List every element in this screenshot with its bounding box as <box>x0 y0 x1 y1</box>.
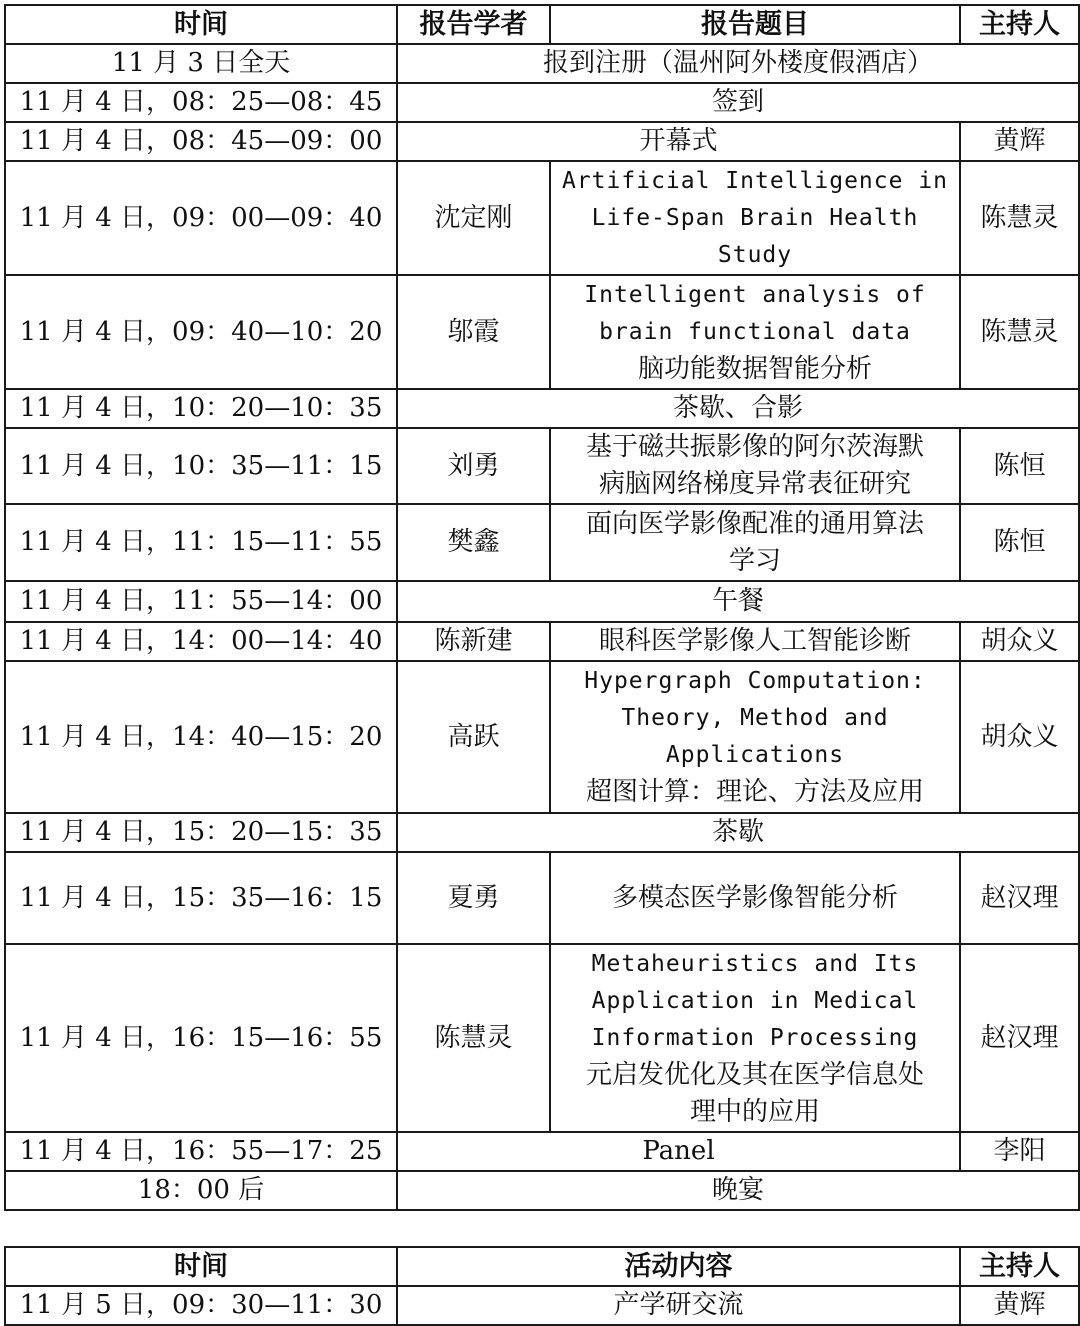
table-row <box>5 622 1079 661</box>
topic-line: Metaheuristics and Its <box>591 950 919 977</box>
row-time: 11 月 4 日，10：20—10：35 <box>5 389 397 428</box>
topic-line: brain functional data <box>599 318 911 345</box>
table-row <box>5 1171 1079 1210</box>
table-row <box>5 852 1079 944</box>
row-topic <box>550 275 960 389</box>
row-event: Panel <box>397 1132 960 1171</box>
topic-line: 理中的应用 <box>689 1096 820 1127</box>
row-activity: 产学研交流 <box>397 1286 960 1325</box>
topic-line: Information Processing <box>591 1024 919 1051</box>
row-time: 11 月 4 日，08：45—09：00 <box>5 122 397 161</box>
row-time: 11 月 4 日，14：00—14：40 <box>5 622 397 661</box>
table-row <box>5 83 1079 122</box>
header-time: 时间 <box>5 5 397 44</box>
row-time: 11 月 5 日，09：30—11：30 <box>5 1286 397 1325</box>
row-event: 午餐 <box>397 581 1079 622</box>
row-topic: 多模态医学影像智能分析 <box>550 852 960 944</box>
row-event: 开幕式 <box>397 122 960 161</box>
topic-line: Life-Span Brain Health <box>591 204 919 231</box>
row-host: 陈恒 <box>960 428 1079 504</box>
row-time: 11 月 4 日，09：00—09：40 <box>5 161 397 275</box>
row-topic <box>550 944 960 1132</box>
row-host: 赵汉理 <box>960 944 1079 1132</box>
topic-line: 面向医学影像配准的通用算法 <box>585 508 924 539</box>
row-topic: 眼科医学影像人工智能诊断 <box>550 622 960 661</box>
row-event: 茶歇 <box>397 813 1079 852</box>
header-activity: 活动内容 <box>397 1247 960 1286</box>
row-topic <box>550 161 960 275</box>
row-speaker: 邬霞 <box>397 275 550 389</box>
header-speaker: 报告学者 <box>397 5 550 44</box>
table-row <box>5 161 1079 275</box>
row-time: 11 月 4 日，16：15—16：55 <box>5 944 397 1132</box>
table-row <box>5 1132 1079 1171</box>
row-event: 报到注册（温州阿外楼度假酒店） <box>397 44 1079 83</box>
row-topic <box>550 504 960 581</box>
topic-line: 基于磁共振影像的阿尔茨海默 <box>585 432 924 462</box>
topic-line: Study <box>717 241 793 268</box>
row-speaker: 樊鑫 <box>397 504 550 581</box>
row-time: 11 月 4 日，15：20—15：35 <box>5 813 397 852</box>
topic-line: Intelligent analysis of <box>584 281 926 308</box>
row-speaker: 夏勇 <box>397 852 550 944</box>
row-time: 11 月 4 日，14：40—15：20 <box>5 661 397 813</box>
table-row <box>5 428 1079 504</box>
row-topic <box>550 661 960 813</box>
row-speaker: 陈新建 <box>397 622 550 661</box>
activity-table <box>4 1246 1080 1326</box>
topic-line: Theory, Method and <box>621 705 889 731</box>
table-row <box>5 275 1079 389</box>
topic-line: Artificial Intelligence in <box>561 167 949 194</box>
topic-line: Applications <box>665 742 845 768</box>
header-host: 主持人 <box>960 5 1079 44</box>
header-host: 主持人 <box>960 1247 1079 1286</box>
table-row <box>5 944 1079 1132</box>
header-time: 时间 <box>5 1247 397 1286</box>
row-speaker: 沈定刚 <box>397 161 550 275</box>
row-host: 陈慧灵 <box>960 275 1079 389</box>
row-host: 黄辉 <box>960 1286 1079 1325</box>
topic-line: 病脑网络梯度异常表征研究 <box>598 469 911 499</box>
row-speaker: 刘勇 <box>397 428 550 504</box>
row-event: 签到 <box>397 83 1079 122</box>
row-host: 赵汉理 <box>960 852 1079 944</box>
row-event: 茶歇、合影 <box>397 389 1079 428</box>
row-host: 陈恒 <box>960 504 1079 581</box>
schedule-table <box>4 4 1080 1211</box>
row-speaker: 陈慧灵 <box>397 944 550 1132</box>
row-speaker: 高跃 <box>397 661 550 813</box>
table-row <box>5 813 1079 852</box>
row-time: 11 月 4 日，15：35—16：15 <box>5 852 397 944</box>
table-row <box>5 504 1079 581</box>
topic-line: 学习 <box>728 545 781 576</box>
row-time: 11 月 4 日，16：55—17：25 <box>5 1132 397 1171</box>
row-host: 李阳 <box>960 1132 1079 1171</box>
row-time: 11 月 4 日，09：40—10：20 <box>5 275 397 389</box>
topic-line: 超图计算：理论、方法及应用 <box>585 777 924 807</box>
table-row <box>5 122 1079 161</box>
topic-line: Hypergraph Computation: <box>584 668 926 694</box>
row-event: 晚宴 <box>397 1171 1079 1210</box>
row-host: 陈慧灵 <box>960 161 1079 275</box>
row-time: 11 月 3 日全天 <box>5 44 397 83</box>
table-row <box>5 661 1079 813</box>
row-host: 胡众义 <box>960 622 1079 661</box>
header-topic: 报告题目 <box>550 5 960 44</box>
row-host: 胡众义 <box>960 661 1079 813</box>
table-row <box>5 44 1079 83</box>
row-time: 11 月 4 日，08：25—08：45 <box>5 83 397 122</box>
table-header-row <box>5 1247 1079 1286</box>
topic-line: 脑功能数据智能分析 <box>637 353 872 384</box>
topic-line: Application in Medical <box>591 987 919 1014</box>
row-time: 11 月 4 日，11：55—14：00 <box>5 581 397 622</box>
row-topic <box>550 428 960 504</box>
row-time: 11 月 4 日，10：35—11：15 <box>5 428 397 504</box>
table-row <box>5 389 1079 428</box>
row-host: 黄辉 <box>960 122 1079 161</box>
row-time: 18：00 后 <box>5 1171 397 1210</box>
table-row <box>5 581 1079 622</box>
table-header-row <box>5 5 1079 44</box>
row-time: 11 月 4 日，11：15—11：55 <box>5 504 397 581</box>
table-row <box>5 1286 1079 1325</box>
topic-line: 元启发优化及其在医学信息处 <box>585 1059 924 1090</box>
